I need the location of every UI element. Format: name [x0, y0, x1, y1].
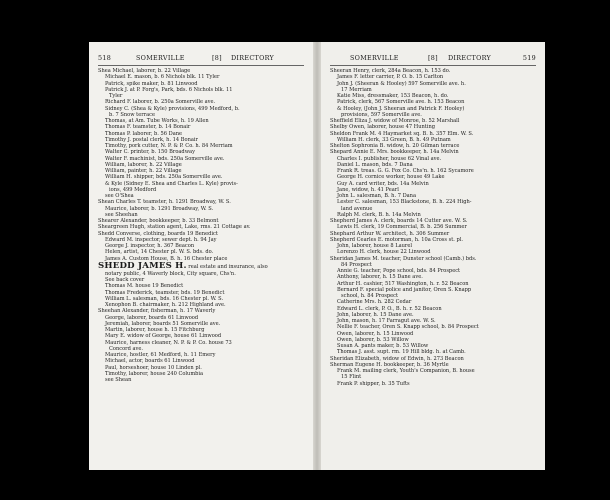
directory-entry-line: Charles I. publisher, house 62 Vinal ave. — [337, 155, 442, 162]
directory-entry-line: Thomas J. asst. supt. rm. 19 Hill bldg. h. at Camb. — [337, 349, 466, 356]
directory-entry-line: Maurice, harness cleaner, N. P. & P. Co. house 73 — [105, 339, 232, 346]
directory-entry-line: George J. inspector, h. 367 Beacon — [105, 243, 195, 249]
directory-entry-line: Shelby Owen, laborer, house 47 Hunting — [330, 124, 435, 131]
directory-entry-line: Owen, laborer, b. 53 Willow — [337, 336, 409, 343]
directory-entry-line: Frank R. treas. G. G. Fox Co. Chs'n. h. 162 Sycamore — [337, 168, 474, 174]
featured-name: SHEDD JAMES H. — [98, 261, 187, 271]
directory-entry-line: Patrick, spike maker, b. 81 Linwood — [105, 80, 198, 87]
directory-entry-line: Michael, actor, boards 61 Linwood — [105, 358, 195, 365]
directory-entry-line: Shepherd James A. clerk, boards 14 Cutter ave. W. S. — [330, 218, 468, 224]
directory-entry-line: Sheldon Frank M. 4 Haymarket sq. B. h. 357 Elm. W. S. — [330, 130, 474, 137]
directory-entry-line: Maurice, laborer, b. 1291 Broadway, W. S. — [105, 205, 214, 212]
directory-entry-line: Thomas F. teamster, b. 14 Bonair — [105, 124, 191, 131]
directory-entry-line: Lorenzo H. clerk, house 22 Linwood — [337, 249, 431, 256]
directory-entry-line: George, laborer, boards 61 Linwood — [105, 314, 199, 321]
directory-entry-line: Timothy J. postal clerk, h. 14 Bonair — [105, 136, 198, 143]
directory-entry-line: Nellie F. teacher, Oren S. Knapp school, b. 84 Prospect — [337, 324, 479, 331]
directory-entry-line: ions, 499 Medford — [109, 186, 157, 193]
directory-entry-line: Sheridan James M. teacher, Dunster school (Camb.) bds. — [330, 255, 477, 262]
directory-entry-line: Michael E. mason, b. 6 Nichols blk. 11 Tyler — [105, 74, 220, 81]
directory-entry-line: Guy A. card writer, bds. 14a Melvin — [337, 180, 429, 187]
directory-entry-line: Shephard Arthur W. architect, h. 306 Summer — [330, 230, 450, 237]
directory-entry-line: Mary E. widow of George, house 61 Linwood — [105, 333, 222, 340]
directory-entry-line: see Sheehan — [105, 211, 138, 218]
directory-entry-line: 17 Merriam — [341, 86, 372, 93]
directory-entry-line: Arthur H. cashier, 517 Washington, h. r. 52 Beacon — [337, 280, 469, 287]
page-number: 519 — [522, 54, 536, 62]
left-entries — [98, 68, 307, 383]
directory-entry-line: William, painter, h. 22 Village — [105, 168, 182, 174]
directory-entry-line: 84 Prospect — [341, 261, 372, 268]
directory-entry-line: Sheehan Alexander, fisherman, h. 17 Waverly — [98, 308, 216, 315]
header-label: DIRECTORY — [448, 54, 492, 62]
header-city: SOMERVILLE — [136, 54, 185, 62]
directory-entry-line: Owen, laborer, h. 15 Linwood — [337, 330, 414, 337]
header-rule — [330, 65, 536, 66]
directory-entry-line: Martin, laborer, house h. 15 Fitchburg — [105, 327, 205, 333]
directory-entry-line: Sheridan Elizabeth, widow of Edwin, h. 273 Beacon — [330, 355, 464, 362]
page-number: 518 — [98, 54, 112, 62]
directory-entry-line: Thomas, at Am. Tube Works, h. 19 Allen — [105, 118, 209, 124]
directory-entry-line: land avenue — [341, 205, 373, 212]
book-gutter — [313, 42, 321, 470]
left-page — [89, 42, 313, 470]
directory-entry-line: Patrick J. at P. Forg's, Park, bds. 6 Nichols blk. 11 — [105, 86, 233, 93]
directory-entry-line: Jane, widow, h. 41 Pearl — [337, 186, 399, 193]
directory-entry-line: Helen, artist, 14 Chester pl. W. S. bds. do. — [105, 249, 214, 256]
directory-entry-line: Daniel L. mason, bds. 7 Dana — [337, 161, 413, 168]
directory-entry-line: Sheeran Henry, clerk, 284a Beacon, h. 153 do. — [330, 68, 451, 74]
directory-entry-line: John, laborer, house 8 Laurel — [337, 243, 412, 249]
directory-entry-line: Thomas Frederick, teamster, bds. 19 Benedict — [105, 289, 225, 296]
header-bracket: [8] — [212, 54, 222, 62]
header-label: DIRECTORY — [231, 54, 275, 62]
directory-entry-line: William H. shipper, bds. 250a Somerville ave. — [105, 174, 223, 181]
directory-entry-line: William L. salesman, bds. 16 Chester pl. W. S. — [105, 295, 224, 302]
directory-entry-line: school, h. 84 Prospect — [341, 293, 399, 299]
directory-entry-line: Frank P. shipper, b. 35 Tufts — [337, 380, 410, 387]
directory-entry-line: see O'Shea — [105, 193, 134, 199]
directory-entry-line: Shea Michael, laborer, b. 22 Village — [98, 68, 191, 74]
directory-entry-line: Paul, horseshoer, house 10 Linden pl. — [105, 364, 202, 371]
directory-entry-line: Patrick, clerk, 567 Somerville ave. h. 153 Beacon — [337, 99, 465, 106]
directory-entry-line: Sidney C. (Shea & Kyle) provisions, 499 Medford, b. — [105, 105, 240, 112]
directory-entry-line: & Hooley, (John J. Sheeran and Patrick F. Hooley) — [337, 105, 465, 112]
directory-entry-line: Timothy, laborer, house 240 Columbia — [105, 370, 204, 377]
directory-entry-line: William H. clerk, 33 Green, B. h. 49 Putnam — [337, 136, 451, 143]
directory-entry-line: Ralph M. clerk, B. h. 14a Melvin — [337, 211, 421, 218]
directory-entry-line: Sheffield Eliza J. widow of Monroe, b. 52 Marshall — [330, 118, 460, 124]
directory-entry-line: provisions, 597 Somerville ave. — [341, 111, 422, 118]
directory-entry-line: Lewis H. clerk, 19 Commercial, B. b. 256 Summer — [337, 224, 467, 231]
directory-entry-line: Bernard F. special police and janitor, Oren S. Knapp — [337, 286, 472, 293]
directory-entry-line: Jeremiah, laborer, boards 51 Somerville ave. — [105, 320, 221, 327]
open-book — [89, 42, 545, 470]
directory-entry-line: John, laborer, h. 15 Dane ave. — [337, 311, 414, 318]
directory-entry-line: Shepard Annie E. Mrs. bookkeeper, h. 14a Melvin — [330, 149, 459, 156]
directory-entry-line: see Shean — [105, 377, 132, 383]
directory-entry-line: Richard F. laborer, b. 250a Somerville ave. — [105, 99, 216, 106]
directory-entry-line: Sheargreen Hugh, station agent, Lake, rms. 21 Cottage av. — [98, 224, 251, 231]
directory-entry-line: Shepherd Cearles E. motorman, h. 10a Cross st. pl. — [330, 236, 464, 243]
right-page — [321, 42, 545, 470]
directory-entry-line: Walter F. machinist, bds. 250a Somerville ave. — [105, 155, 225, 162]
featured-entry — [98, 262, 307, 271]
directory-entry-line: Katie Miss, dressmaker, 153 Beacon, h. do. — [337, 93, 449, 99]
directory-entry-line: Edward L. clerk, P. O., B. h. r. 52 Beacon — [337, 305, 442, 312]
directory-entry-line: George H. cornice worker, house 49 Lake — [337, 174, 445, 181]
directory-entry-line: John J. (Sheeran & Hooley) 597 Somerville ave. h. — [337, 80, 466, 87]
directory-entry-line: Catherine Mrs. h. 282 Cedar — [337, 299, 412, 306]
directory-entry-line: Shelton Sophronia B. widow, h. 20 Gilman terrace — [330, 143, 460, 149]
directory-entry-line: Susan A. pants maker, b. 53 Willow — [337, 343, 429, 349]
directory-entry-line: Anthony, laborer, h. 15 Dane ave. — [337, 274, 423, 281]
directory-entry-line: Thomas P. laborer, b. 56 Dane — [105, 130, 183, 137]
right-page-header — [330, 54, 536, 63]
directory-entry-line: Thomas M. house 19 Benedict — [105, 283, 184, 290]
header-bracket: [8] — [428, 54, 438, 62]
directory-entry-line: b. 7 Snow terrace — [109, 111, 156, 118]
directory-entry-line: Xenophon B. chairmaker, h. 212 Highland ave. — [105, 302, 226, 308]
directory-entry-line: John L. salesman, B. h. 7 Dana — [337, 193, 417, 199]
directory-entry-line: See back cover — [105, 277, 145, 283]
directory-entry-line: James A. Custom House, B. h. 16 Chester place — [105, 255, 228, 262]
directory-entry-line: William, laborer, h. 22 Village — [105, 161, 182, 168]
directory-entry-line: Lester C. salesman, 153 Blackstone, B. h. 224 High- — [337, 199, 472, 206]
right-entries — [330, 68, 539, 387]
directory-entry-line: Shearer Alexander, bookkeeper, b. 33 Belmont — [98, 218, 219, 224]
directory-entry-line: 15 Flint — [341, 374, 362, 381]
directory-entry-line: Edward M. inspector, sewer dept. h. 94 Jay — [105, 236, 217, 243]
directory-entry-line: Shean Charles T. teamster, h. 1291 Broadway, W. S. — [98, 199, 231, 206]
directory-entry-line: Frank M. mailing clerk, Youth's Companion, B. house — [337, 368, 475, 374]
directory-entry-line: Shedd Converse, clothing, boards 19 Benedict — [98, 230, 218, 237]
featured-text: real estate and insurance, also — [186, 263, 268, 270]
directory-entry-line: James F. letter carrier, P. O. b. 15 Carlton — [337, 74, 444, 81]
directory-entry-line: Maurice, hostler, 61 Medford, h. 11 Emery — [105, 352, 216, 358]
directory-entry-line: Walter C. printer, b. 150 Broadway — [105, 149, 195, 156]
directory-entry-line: Timothy, pork cutter, N. P. & P. Co. h. 84 Merriam — [105, 143, 233, 149]
header-city: SOMERVILLE — [350, 54, 399, 62]
left-page-header — [98, 54, 304, 63]
directory-entry-line: Sherman Eugene H. bookkeeper, b. 36 Myrtle — [330, 361, 449, 368]
directory-entry-line: Tyler — [109, 93, 123, 99]
directory-entry-line: notary public, 4 Waverly block, City square, Chs'n. — [105, 270, 236, 277]
header-rule — [98, 65, 304, 66]
directory-entry-line: Concord ave. — [109, 345, 144, 352]
directory-entry-line: John, mason, h. 17 Farragut ave. W. S. — [337, 318, 436, 324]
directory-entry-line: Annie G. teacher, Pope school, bds. 84 Prospect — [337, 268, 461, 274]
directory-entry-line: & Kyle (Sidney E. Shea and Charles L. Kyle) provis- — [105, 180, 238, 187]
